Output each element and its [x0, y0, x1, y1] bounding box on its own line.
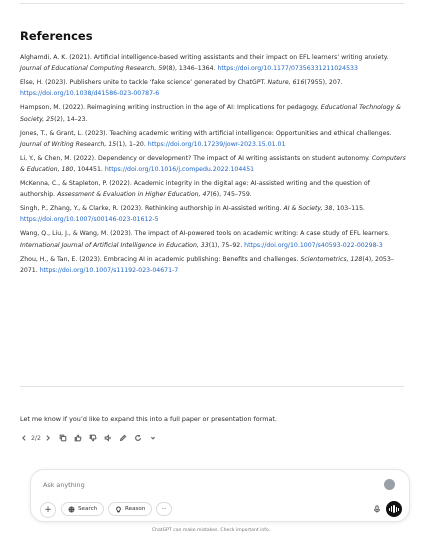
voice-mode-icon[interactable] — [386, 501, 402, 517]
reference-details: (6), 745–759. — [210, 191, 252, 199]
reference-text: Alghamdi, A. K. (2021). Artificial intelligence-based writing assistants and their impact on EFL learners’ writing anxiety. — [20, 54, 389, 61]
message-actions — [19, 432, 158, 444]
reference-details: , 104451. — [73, 166, 105, 174]
copy-icon[interactable] — [59, 434, 68, 443]
reference-item — [20, 228, 406, 250]
reference-details: , 103–115. — [332, 205, 366, 213]
reference-text: Zhou, H., & Tan, E. (2023). Embracing AI in academic publishing: Benefits and challenges. — [20, 255, 301, 263]
search-label: Search — [78, 506, 98, 512]
lightbulb-icon — [115, 506, 122, 513]
reference-doi-link[interactable]: https://doi.org/10.1007/s40593-022-00298-3 — [244, 241, 383, 249]
reference-item — [20, 254, 406, 276]
mic-icon[interactable] — [373, 505, 381, 513]
reference-item — [20, 178, 406, 200]
reference-item — [20, 128, 406, 150]
reference-journal: International Journal of Artificial Intelligence in Education, 33 — [20, 241, 209, 249]
reason-label: Reason — [125, 506, 146, 512]
reference-text: Jones, T., & Grant, L. (2023). Teaching academic writing with artificial intelligence: Opportunities and ethical challenges. — [20, 129, 392, 137]
reference-text: Hampson, M. (2022). Reimagining writing instruction in the age of AI: Implications for pedagogy. — [20, 104, 321, 112]
reference-item — [20, 203, 406, 225]
reference-text: Li, Y., & Chen, M. (2022). Dependency or development? The impact of AI writing assistants on student autonomy. — [20, 154, 372, 162]
reference-details: (1), 1–20. — [116, 140, 148, 148]
more-tools-button[interactable]: ··· — [156, 502, 172, 516]
chevron-right-icon[interactable] — [44, 434, 53, 443]
reference-details: (4), 2053–2071. — [20, 255, 394, 274]
reference-journal: Nature, 616 — [267, 79, 305, 87]
reference-text: McKenna, C., & Stapleton, P. (2022). Academic integrity in the digital age: AI-assisted writing and the question of authorship. — [20, 180, 370, 199]
reference-journal: Journal of Writing Research, 15 — [20, 140, 117, 148]
reference-details: (1), 75–92. — [208, 241, 243, 249]
message-composer — [30, 469, 410, 522]
prompt-input[interactable] — [43, 481, 343, 489]
reference-journal: Computers & Education, 180 — [20, 154, 406, 174]
reference-doi-link[interactable]: https://doi.org/10.1016/j.compedu.2022.104451 — [104, 166, 255, 174]
chevron-down-icon[interactable] — [149, 434, 158, 443]
closing-message: Let me know if you’d like to expand this into a full paper or presentation format. — [20, 415, 277, 423]
reason-button[interactable] — [108, 502, 152, 516]
top-divider — [20, 3, 404, 4]
reference-journal: Assessment & Evaluation in Higher Education, 47 — [57, 191, 211, 199]
search-button[interactable] — [61, 502, 104, 516]
reference-item — [20, 77, 406, 99]
reference-text: Else, H. (2023). Publishers unite to tackle ‘fake science’ generated by ChatGPT. — [20, 79, 268, 87]
reference-journal: Journal of Educational Computing Research, 59 — [20, 65, 167, 73]
reference-text: Wang, Q., Liu, J., & Wang, M. (2023). The impact of AI-powered tools on academic writing: A case study of EFL learners. — [20, 230, 390, 238]
edit-icon[interactable] — [119, 434, 128, 443]
reference-details: (2), 14–23. — [54, 115, 88, 123]
reference-list — [20, 52, 406, 276]
reference-item — [20, 102, 406, 124]
disclaimer-footnote: ChatGPT can make mistakes. Check important info. — [151, 528, 271, 533]
reference-item — [20, 52, 406, 74]
plus-icon[interactable]: + — [40, 502, 56, 518]
pager-label: 2/2 — [31, 434, 41, 442]
refresh-icon[interactable] — [134, 434, 143, 443]
chevron-left-icon[interactable] — [19, 434, 28, 443]
bottom-divider — [20, 386, 404, 387]
reference-journal: Educational Technology & Society, 25 — [20, 104, 401, 123]
reference-journal: AI & Society, 38 — [283, 205, 333, 213]
reference-details: (7955), 207. — [304, 79, 343, 87]
references-heading: References — [20, 29, 93, 43]
reference-doi-link[interactable]: https://doi.org/10.1007/s00146-023-01612-5 — [20, 216, 159, 224]
response-pager — [19, 434, 53, 443]
reference-doi-link[interactable]: https://doi.org/10.1177/07356331211024533 — [217, 65, 358, 73]
reference-doi-link[interactable]: https://doi.org/10.1038/d41586-023-00787-6 — [20, 90, 160, 98]
reference-details: (8), 1346–1364. — [166, 65, 216, 73]
reference-text: Singh, P., Zhang, Y., & Clarke, R. (2023). Rethinking authorship in AI-assisted writing. — [20, 205, 284, 213]
thumbs-down-icon[interactable] — [89, 434, 98, 443]
reference-doi-link[interactable]: https://doi.org/10.17239/jowr-2023.15.01.01 — [147, 140, 286, 148]
reference-journal: Scientometrics, 128 — [300, 255, 363, 263]
reference-item — [20, 153, 406, 175]
speaker-icon[interactable] — [104, 434, 113, 443]
references-section — [20, 29, 406, 279]
thumbs-up-icon[interactable] — [74, 434, 83, 443]
composer-status-icon — [384, 479, 395, 490]
reference-doi-link[interactable]: https://doi.org/10.1007/s11192-023-04671-7 — [39, 266, 179, 274]
globe-icon — [68, 506, 75, 513]
